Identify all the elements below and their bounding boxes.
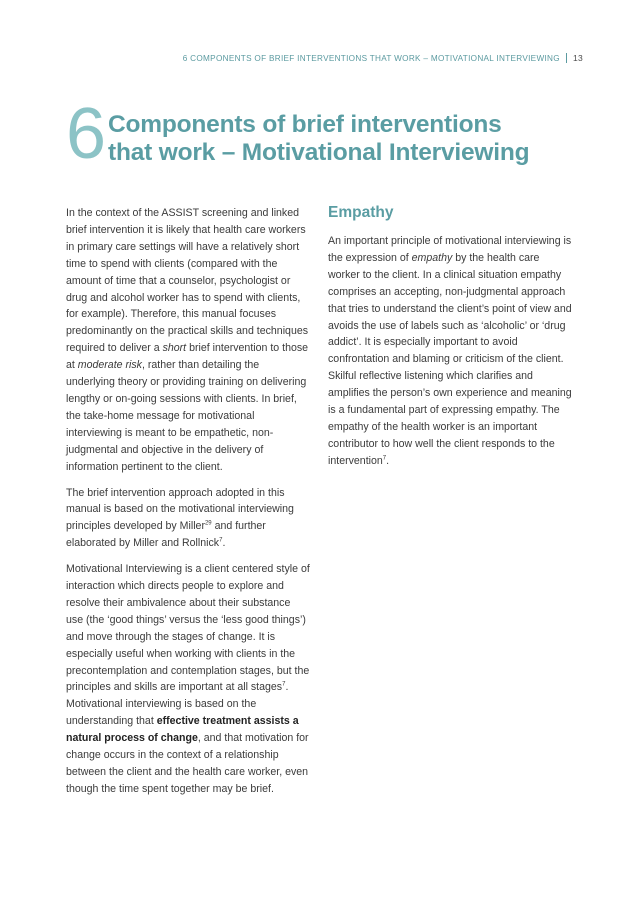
paragraph-text: The brief intervention approach adopted in this manual is based on the motivational interviewing principles developed by Miller xyxy=(66,486,294,533)
paragraph-text: , rather than detailing the underlying theory or providing training on delivering lengthy or on-going sessions with clients. In brief, the take-home message for motivational interviewing is meant to be empathetic, non-judgmental and objective in the delivery of information pertinent to the client. xyxy=(66,359,307,473)
header-divider xyxy=(566,53,567,63)
running-header xyxy=(0,53,583,63)
chapter-title-line-1: Components of brief interventions xyxy=(108,111,502,138)
citation-superscript: 7 xyxy=(282,681,286,688)
paragraph-text: . xyxy=(222,537,226,550)
emphasis-moderate-risk: moderate risk xyxy=(77,359,142,372)
paragraph-text: by the health care worker to the client. In a clinical situation empathy comprises an accepting, non-judgmental approach that tries to understand the client’s point of view and avoids the use of labels such as ‘alcoholic’ or ‘drug addict’. It is especially important to avoid confrontation and blaming or criticism of the client. Skilful reflective listening which clarifies and amplifies the person’s own experience and meaning is a fundamental part of expressing empathy. The empathy of the health worker is an important contributor to how well the client responds to the intervention xyxy=(328,251,572,467)
running-title: 6 COMPONENTS OF BRIEF INTERVENTIONS THAT WORK – MOTIVATIONAL INTERVIEWING xyxy=(182,54,560,63)
paragraph-text: , and that motivation for change occurs in the context of a relationship between the client and the health care worker, even though the time spent together may be brief. xyxy=(66,732,309,795)
chapter-number: 6 xyxy=(66,94,107,174)
paragraph-approach xyxy=(66,485,310,553)
paragraph-text: . Motivational interviewing is based on the understanding that xyxy=(66,681,289,728)
paragraph-text: An important principle of motivational interviewing is the expression of xyxy=(328,235,572,264)
paragraph-motivational-interviewing xyxy=(66,561,310,798)
bold-phrase: effective treatment assists a natural process of change xyxy=(66,715,299,745)
paragraph-empathy xyxy=(328,233,572,470)
left-column xyxy=(66,205,310,807)
paragraph-text: In the context of the ASSIST screening and linked brief intervention it is likely that health care workers in primary care settings will have a relatively short time to spend with clients (compared with the amount of time that a counselor, psychologist or drug and alcohol worker has to spend with clients, for example). Therefore, this manual focuses predominantly on the practical skills and techniques required to deliver a xyxy=(66,207,309,355)
emphasis-short: short xyxy=(162,342,187,355)
citation-superscript: 29 xyxy=(204,520,212,527)
paragraph-text: Motivational Interviewing is a client centered style of interaction which directs people to explore and resolve their ambivalence about their substance use (the ‘good things’ versus the ‘less good things’) and move through the stages of change. It is especially useful when working with clients in the precontemplation and contemplation stages, but the principles and skills are important at all stages xyxy=(66,563,310,694)
paragraph-context xyxy=(66,205,310,476)
paragraph-text: brief intervention to those at xyxy=(66,342,309,372)
citation-superscript: 7 xyxy=(219,537,223,544)
chapter-title xyxy=(108,111,529,167)
paragraph-text: . xyxy=(386,454,390,467)
emphasis-empathy: empathy xyxy=(411,251,453,264)
section-heading-empathy: Empathy xyxy=(328,204,394,221)
citation-superscript: 7 xyxy=(382,455,387,462)
paragraph-text: and further elaborated by Miller and Rollnick xyxy=(66,520,266,550)
right-column xyxy=(328,205,572,479)
chapter-title-line-2: that work – Motivational Interviewing xyxy=(108,139,530,166)
page-number: 13 xyxy=(572,53,583,63)
